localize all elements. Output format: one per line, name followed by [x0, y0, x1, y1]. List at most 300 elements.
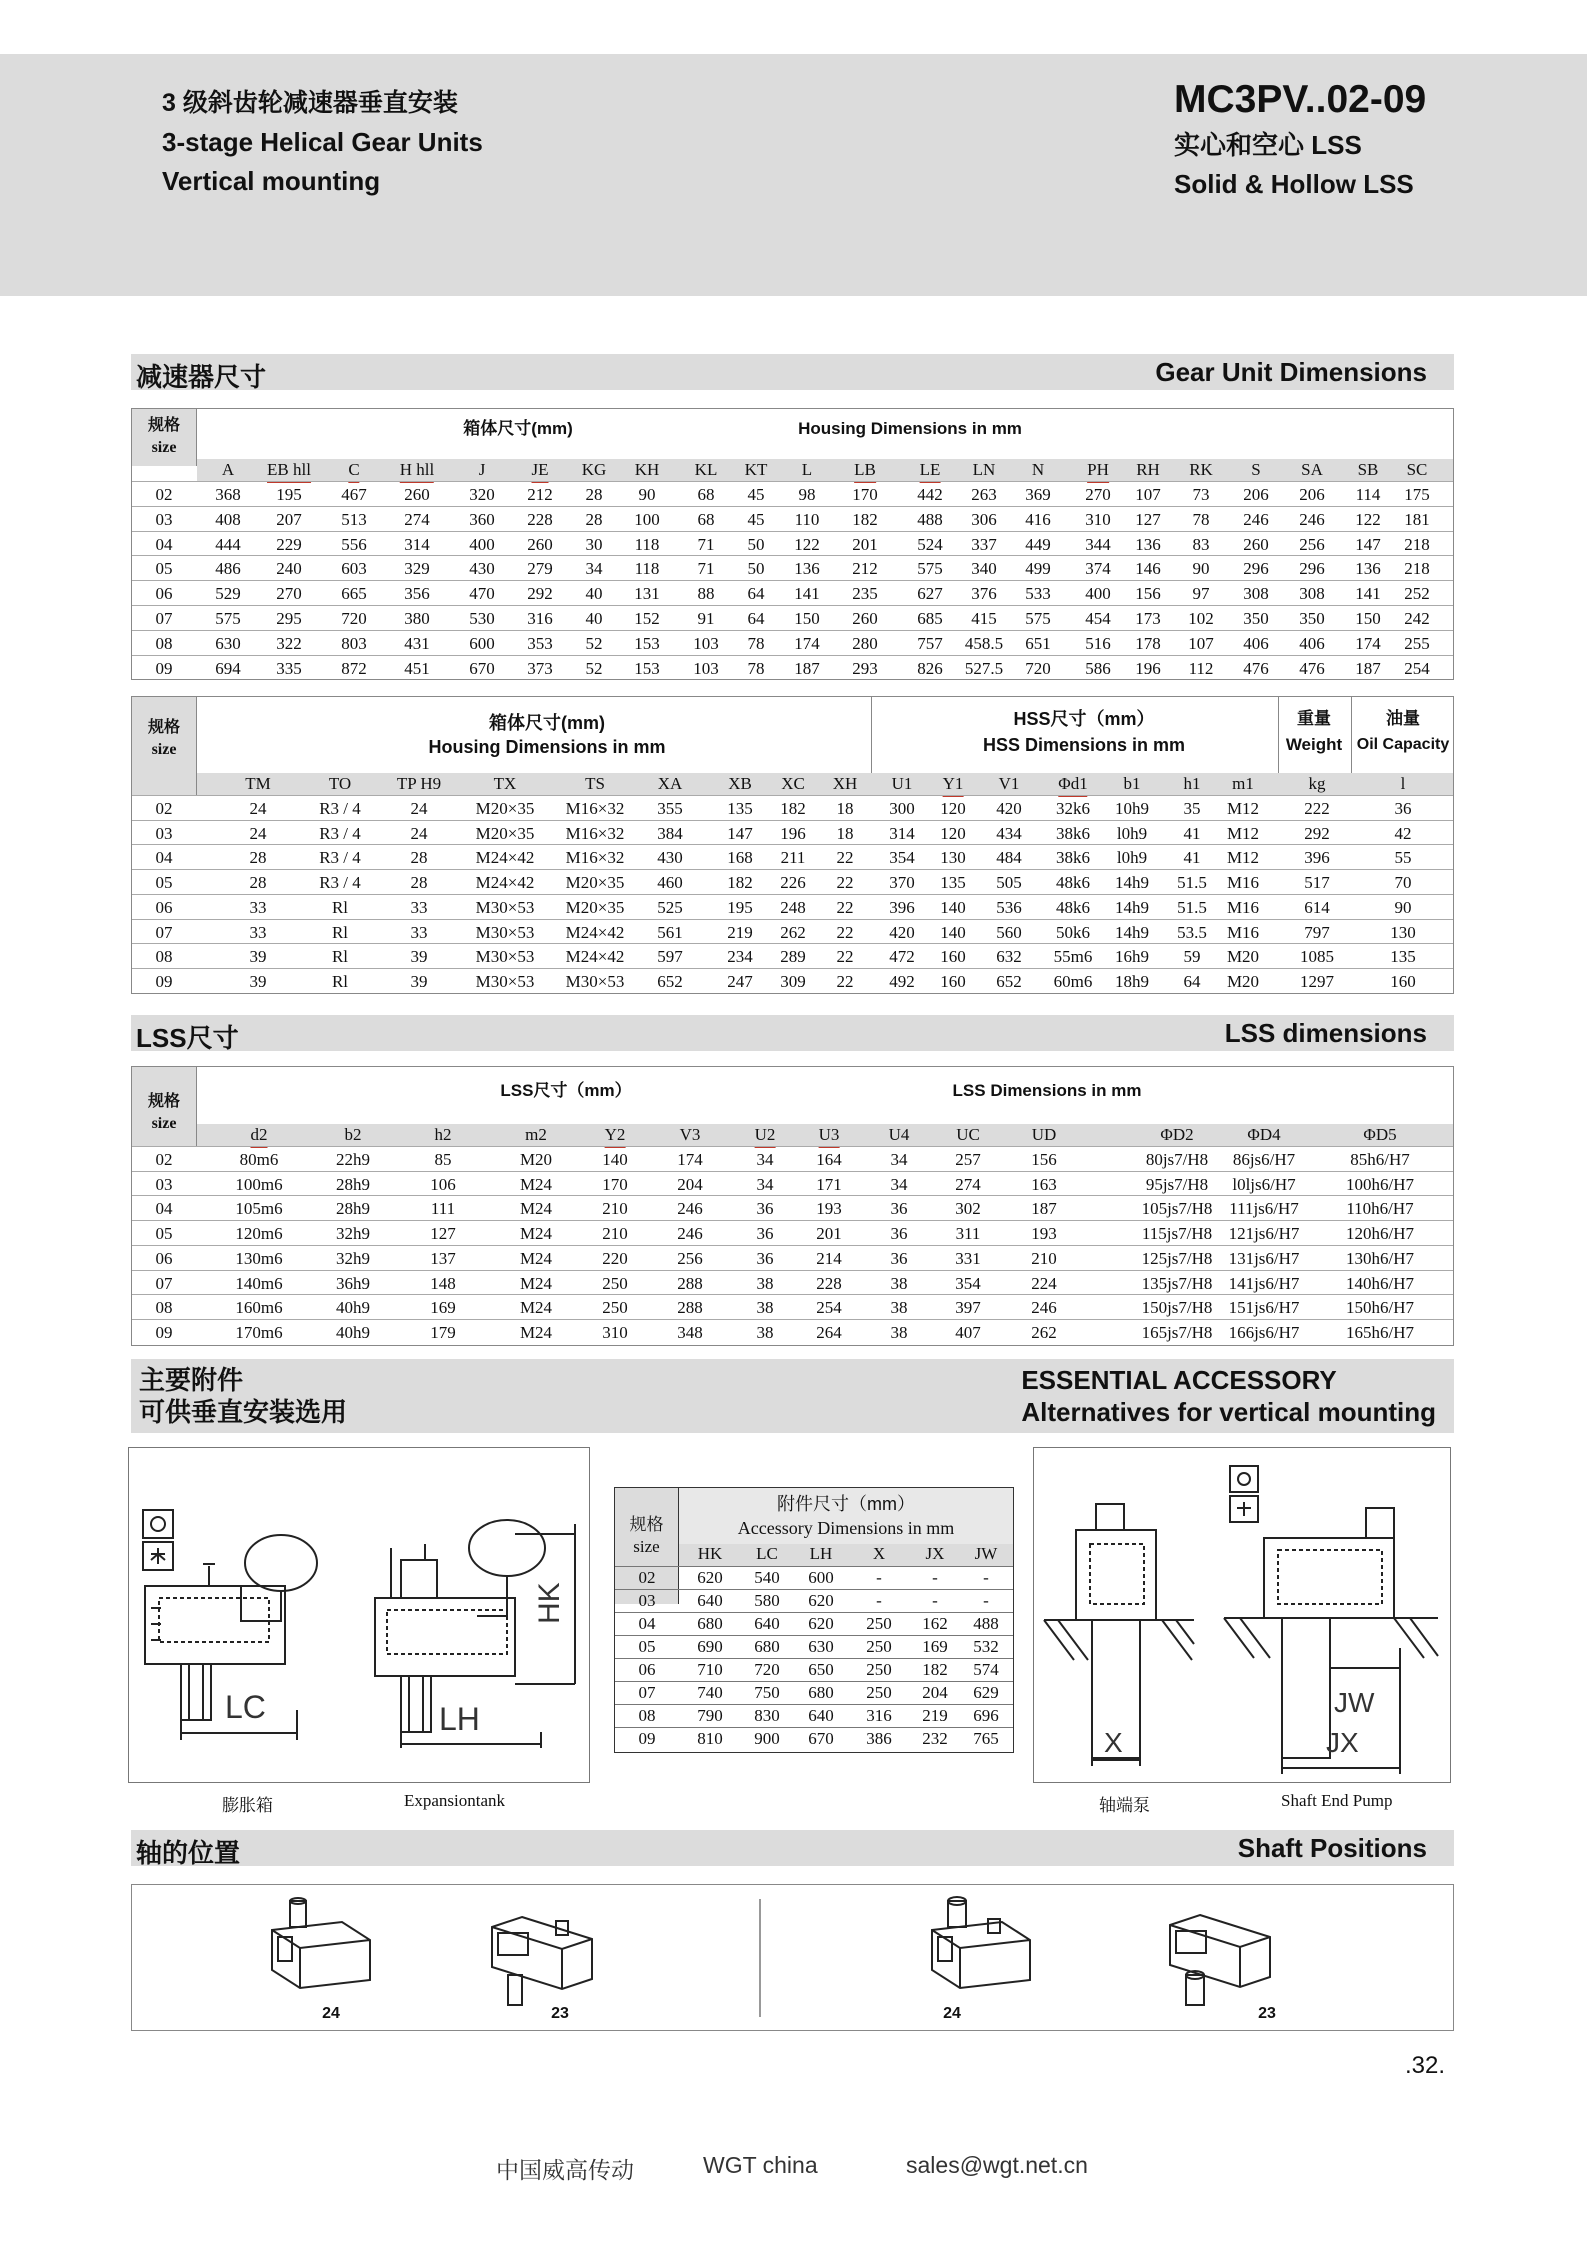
- table-cell: 354: [889, 848, 915, 868]
- table-row: [132, 555, 1453, 580]
- table-cell: M20×35: [475, 799, 535, 818]
- column-header: UC: [956, 1125, 980, 1144]
- table-cell: 665: [341, 584, 367, 604]
- table-cell: 130: [1390, 922, 1416, 942]
- table-cell: 260: [852, 609, 878, 628]
- table-row: [132, 1319, 1453, 1344]
- table-cell: 36: [890, 1248, 908, 1268]
- table-cell: 306: [971, 509, 997, 529]
- table-cell: 78: [747, 658, 765, 678]
- table-cell: 264: [816, 1322, 842, 1342]
- table-cell: 28: [249, 873, 267, 893]
- table-cell: 430: [657, 848, 683, 868]
- t2-group1-cn: 箱体尺寸(mm): [489, 713, 605, 733]
- table-cell: 396: [889, 897, 915, 917]
- table-cell: 120m6: [235, 1224, 283, 1244]
- table-cell: 22: [836, 947, 854, 967]
- footer-company-en: WGT china: [703, 2152, 818, 2178]
- table-cell: 250: [866, 1637, 892, 1656]
- section-gear-en: Gear Unit Dimensions: [1155, 357, 1427, 387]
- column-header: LC: [756, 1544, 778, 1563]
- acc-size-en: size: [633, 1537, 660, 1556]
- table-cell: 28: [410, 873, 428, 893]
- table-cell: 88: [697, 584, 715, 604]
- table-cell: 38: [890, 1273, 908, 1293]
- size-cell: 08: [638, 1706, 656, 1725]
- table-cell: 289: [780, 947, 806, 967]
- column-header: C: [348, 459, 359, 483]
- table-cell: 207: [276, 509, 302, 529]
- shaft-positions-box: [131, 1884, 1454, 2031]
- section-bar-accessory: [131, 1359, 1454, 1433]
- table-cell: 168: [727, 848, 753, 868]
- divider: [1351, 697, 1352, 773]
- t3-column-header: [197, 1124, 1453, 1146]
- table-cell: M24×42: [565, 947, 625, 967]
- size-cell: 03: [155, 823, 173, 843]
- table-cell: 310: [1085, 509, 1111, 529]
- weight-cn: 重量: [1297, 709, 1331, 728]
- table-cell: 210: [602, 1224, 628, 1244]
- table-cell: 50: [747, 534, 765, 554]
- table-cell: 368: [215, 485, 241, 504]
- table-cell: 55: [1394, 848, 1412, 868]
- column-header: RK: [1189, 460, 1213, 479]
- size-cell: 08: [155, 633, 173, 653]
- column-header: SA: [1301, 460, 1323, 479]
- size-cell: 03: [638, 1591, 656, 1610]
- table-cell: 146: [1135, 559, 1161, 579]
- table-cell: 1297: [1300, 971, 1334, 991]
- table-cell: 316: [866, 1706, 892, 1725]
- table-cell: 211: [780, 848, 806, 868]
- table-cell: 757: [917, 633, 943, 653]
- table-cell: 513: [341, 509, 367, 529]
- table-cell: 33: [410, 897, 428, 917]
- table-cell: 201: [816, 1224, 842, 1244]
- table-cell: 690: [697, 1637, 723, 1656]
- label-jw: JW: [1334, 1687, 1375, 1718]
- table-cell: M12: [1226, 848, 1260, 868]
- header-title-block: [162, 84, 483, 201]
- table-cell: 141js6/H7: [1228, 1273, 1300, 1293]
- size-cell: 06: [638, 1660, 656, 1679]
- table-cell: 710: [697, 1660, 723, 1679]
- table-cell: 107: [1135, 485, 1161, 504]
- table-cell: 201: [852, 534, 878, 554]
- table-cell: 28: [410, 848, 428, 868]
- table-cell: 246: [677, 1199, 703, 1219]
- table-cell: 400: [1085, 584, 1111, 604]
- table-cell: 260: [1243, 534, 1269, 554]
- table-row: [132, 1294, 1453, 1319]
- table-cell: 38k6: [1056, 823, 1090, 843]
- footer-email[interactable]: sales@wgt.net.cn: [906, 2152, 1088, 2178]
- table-cell: 472: [889, 947, 915, 967]
- table-cell: 78: [1192, 509, 1210, 529]
- table-cell: M24: [519, 1298, 553, 1318]
- table-cell: 532: [973, 1637, 999, 1656]
- column-header: TS: [585, 774, 605, 793]
- column-header: Y1: [943, 773, 964, 797]
- table-cell: 420: [996, 799, 1022, 818]
- table-cell: 105m6: [235, 1199, 283, 1219]
- table-cell: M16: [1226, 873, 1260, 893]
- column-header: KG: [581, 460, 607, 479]
- table-cell: 228: [816, 1273, 842, 1293]
- acc-title-cn: 附件尺寸（mm）: [777, 1494, 915, 1514]
- table-cell: 470: [469, 584, 495, 604]
- acc-title: [679, 1488, 1013, 1544]
- table-cell: l0ljs6/H7: [1232, 1174, 1296, 1194]
- table-cell: 451: [404, 658, 430, 678]
- table-cell: 36: [890, 1224, 908, 1244]
- table-cell: 41: [1183, 848, 1201, 868]
- column-header: U1: [891, 774, 913, 793]
- table-cell: 179: [430, 1322, 456, 1342]
- table-cell: 70: [1394, 873, 1412, 893]
- label-lh: LH: [439, 1701, 480, 1737]
- table-cell: 444: [215, 534, 241, 554]
- table-cell: 533: [1025, 584, 1051, 604]
- table-cell: 219: [727, 922, 753, 942]
- table-row: [132, 1270, 1453, 1295]
- table-cell: 32k6: [1056, 799, 1090, 818]
- table-cell: 156: [1031, 1150, 1057, 1169]
- table-cell: 182: [922, 1660, 948, 1679]
- column-header: V3: [679, 1125, 701, 1144]
- table-cell: 174: [677, 1150, 703, 1169]
- table-cell: M30×53: [475, 947, 535, 967]
- table-cell: 228: [527, 509, 553, 529]
- table-cell: 80m6: [239, 1150, 279, 1169]
- table-cell: 120: [940, 799, 966, 818]
- column-header: J: [478, 460, 486, 479]
- table-cell: 524: [917, 534, 943, 554]
- table-cell: 527.5: [964, 658, 1004, 678]
- table-cell: 36: [756, 1248, 774, 1268]
- size-cell: 02: [155, 799, 173, 818]
- size-cell: 04: [638, 1614, 656, 1633]
- section-bar-gear: [131, 354, 1454, 390]
- header-model-block: [1174, 74, 1426, 204]
- table-cell: 280: [852, 633, 878, 653]
- size-cell: 02: [155, 1150, 173, 1169]
- size-label-cell: [132, 409, 197, 466]
- table-cell: 22h9: [336, 1150, 370, 1169]
- t2-group2-cn: HSS尺寸（mm）: [1013, 709, 1155, 729]
- label-x: X: [1104, 1727, 1123, 1758]
- table-cell: 160: [940, 947, 966, 967]
- table-cell: 18h9: [1115, 971, 1149, 991]
- table-cell: 222: [1304, 799, 1330, 818]
- weight-en: Weight: [1285, 735, 1343, 754]
- table-cell: 340: [971, 559, 997, 579]
- table-cell: 614: [1304, 897, 1330, 917]
- table-cell: 309: [780, 971, 806, 991]
- table-cell: 234: [727, 947, 753, 967]
- table-cell: 374: [1085, 559, 1111, 579]
- table-cell: 39: [249, 947, 267, 967]
- table-cell: 295: [276, 609, 302, 628]
- table-cell: 148: [430, 1273, 456, 1293]
- table-cell: R3 / 4: [319, 823, 361, 843]
- table-cell: 803: [341, 633, 367, 653]
- table-row: [132, 968, 1453, 993]
- acc-en-2: Alternatives for vertical mounting: [1021, 1397, 1436, 1427]
- table-cell: Rl: [331, 922, 349, 942]
- table-cell: 360: [469, 509, 495, 529]
- column-header: U2: [755, 1124, 776, 1148]
- table-cell: 449: [1025, 534, 1051, 554]
- table-cell: 353: [527, 633, 553, 653]
- table-cell: 38: [890, 1298, 908, 1318]
- column-header: ΦD4: [1247, 1125, 1281, 1144]
- table-cell: 218: [1404, 534, 1430, 554]
- table-cell: 18: [836, 823, 854, 843]
- table-cell: 102: [1188, 609, 1214, 628]
- table-cell: 224: [1031, 1273, 1057, 1293]
- table-cell: 40: [585, 584, 603, 604]
- table-cell: 175: [1404, 485, 1430, 504]
- table-cell: 204: [922, 1683, 948, 1702]
- table-cell: M24×42: [475, 873, 535, 893]
- table-cell: 150: [1355, 609, 1381, 628]
- table-cell: 476: [1299, 658, 1325, 678]
- page-number: .32.: [1405, 2052, 1446, 2079]
- divider: [1278, 697, 1279, 773]
- table-row: [132, 1245, 1453, 1270]
- table-cell: 36h9: [336, 1273, 370, 1293]
- table-cell: 85: [434, 1150, 452, 1169]
- column-header: b1: [1123, 774, 1141, 793]
- section-bar-shaft: [131, 1830, 1454, 1866]
- column-header: h1: [1183, 774, 1201, 793]
- table-cell: 136: [1135, 534, 1161, 554]
- table-cell: M16: [1226, 897, 1260, 917]
- table-cell: 90: [1192, 559, 1210, 579]
- table-cell: 627: [917, 584, 943, 604]
- table-cell: 187: [794, 658, 820, 678]
- table-cell: 499: [1025, 559, 1051, 579]
- table-cell: M24: [519, 1322, 553, 1342]
- table-cell: 620: [808, 1614, 834, 1633]
- table-cell: 420: [889, 922, 915, 942]
- table-cell: 136: [1355, 559, 1381, 579]
- table-cell: M12: [1226, 823, 1260, 843]
- size-cell: 07: [155, 609, 173, 628]
- table-cell: 50: [747, 559, 765, 579]
- table-cell: 248: [780, 897, 806, 917]
- table-cell: 790: [697, 1706, 723, 1725]
- column-header: SB: [1357, 460, 1379, 479]
- table-row: [132, 844, 1453, 869]
- table-cell: 640: [808, 1706, 834, 1725]
- size-cell: 06: [155, 1248, 173, 1268]
- table-cell: 826: [917, 658, 943, 678]
- table-cell: M30×53: [475, 922, 535, 942]
- size-label-en-3: size: [151, 1115, 177, 1132]
- table-cell: 406: [1243, 633, 1269, 653]
- table-row: [132, 605, 1453, 630]
- table-cell: 560: [996, 922, 1022, 942]
- table-cell: 91: [697, 609, 715, 628]
- table-cell: 41: [1183, 823, 1201, 843]
- table-cell: 170m6: [235, 1322, 283, 1342]
- table-cell: 39: [410, 971, 428, 991]
- table-cell: l0h9: [1116, 823, 1148, 843]
- table-cell: 16h9: [1115, 947, 1149, 967]
- table-cell: 872: [341, 658, 367, 678]
- table-cell: 174: [794, 633, 820, 653]
- table-cell: 650: [808, 1660, 834, 1679]
- table-cell: 151js6/H7: [1228, 1298, 1300, 1318]
- column-header: ΦD2: [1160, 1125, 1194, 1144]
- expansion-tank-drawing: [128, 1447, 590, 1783]
- shaft-position-label: 23: [1258, 2005, 1276, 2022]
- acc-size-cn: 规格: [629, 1515, 664, 1534]
- t1-group-cn: 箱体尺寸(mm): [463, 419, 573, 438]
- table-row: [132, 1220, 1453, 1245]
- size-cell: 04: [155, 848, 173, 868]
- table-cell: R3 / 4: [319, 799, 361, 818]
- column-header: JX: [925, 1544, 945, 1563]
- table-cell: M24: [519, 1273, 553, 1293]
- table-cell: 460: [657, 873, 683, 893]
- table-cell: -: [876, 1591, 882, 1610]
- column-header: Φd1: [1058, 773, 1087, 797]
- table-cell: 219: [922, 1706, 948, 1725]
- table-cell: 48k6: [1056, 897, 1090, 917]
- column-header: HK: [697, 1544, 723, 1563]
- table-cell: 279: [527, 559, 553, 579]
- subtitle-cn: 实心和空心 LSS: [1174, 130, 1362, 160]
- table-cell: 530: [469, 609, 495, 628]
- table-cell: 255: [1404, 633, 1430, 653]
- column-header: KT: [744, 460, 768, 479]
- size-cell: 05: [638, 1637, 656, 1656]
- table-cell: 106: [430, 1174, 456, 1194]
- column-header: h2: [434, 1125, 452, 1144]
- size-cell: 05: [155, 873, 173, 893]
- table-cell: 36: [756, 1224, 774, 1244]
- table-cell: 293: [852, 658, 878, 678]
- expansion-tank-illustration: [129, 1448, 589, 1782]
- table-cell: 376: [971, 584, 997, 604]
- table-cell: 100: [634, 509, 660, 529]
- table-cell: 160: [940, 971, 966, 991]
- table-cell: 250: [866, 1660, 892, 1679]
- table-cell: -: [932, 1568, 938, 1587]
- table-cell: 620: [808, 1591, 834, 1610]
- model-number: MC3PV..02-09: [1174, 78, 1427, 121]
- table-cell: 288: [677, 1273, 703, 1293]
- table-cell: 136: [794, 559, 820, 579]
- column-header: kg: [1308, 774, 1326, 793]
- size-cell: 09: [638, 1729, 656, 1748]
- table-cell: 78: [747, 633, 765, 653]
- table-cell: Rl: [331, 947, 349, 967]
- table-cell: 14h9: [1115, 922, 1149, 942]
- table-cell: Rl: [331, 971, 349, 991]
- table-cell: 260: [527, 534, 553, 554]
- section-lss-en: LSS dimensions: [1224, 1018, 1427, 1048]
- label-lc: LC: [225, 1689, 266, 1725]
- table-cell: 292: [1304, 823, 1330, 843]
- table-cell: 516: [1085, 633, 1111, 653]
- table-cell: 100m6: [235, 1174, 283, 1194]
- table-cell: 33: [410, 922, 428, 942]
- size-cell: 02: [155, 485, 173, 504]
- table-cell: M24: [519, 1174, 553, 1194]
- size-cell: 09: [155, 1322, 173, 1342]
- table-cell: 597: [657, 947, 683, 967]
- table-cell: 28: [585, 509, 603, 529]
- table-cell: 150js7/H8: [1141, 1298, 1213, 1318]
- size-cell: 09: [155, 658, 173, 678]
- table-row: [132, 1146, 1453, 1171]
- table-cell: M12: [1226, 799, 1260, 818]
- column-header: m1: [1232, 774, 1254, 793]
- table-row: [132, 506, 1453, 531]
- table-cell: 256: [1299, 534, 1325, 554]
- table-cell: 505: [996, 873, 1022, 893]
- table-row: [132, 1171, 1453, 1196]
- table-cell: 22: [836, 971, 854, 991]
- column-header: TP H9: [396, 774, 442, 793]
- table-cell: 30: [585, 534, 603, 554]
- table-cell: 354: [955, 1273, 981, 1293]
- table-cell: 454: [1085, 609, 1111, 628]
- table-cell: 135: [1390, 947, 1416, 967]
- table-cell: 210: [602, 1199, 628, 1219]
- table-cell: 694: [215, 658, 241, 678]
- table-row: [615, 1635, 1013, 1657]
- table-cell: 14h9: [1115, 873, 1149, 893]
- size-label-en: size: [151, 439, 177, 456]
- table-cell: 355: [657, 799, 683, 818]
- table-cell: 38: [890, 1322, 908, 1342]
- column-header: X: [872, 1544, 886, 1563]
- column-header: LH: [809, 1544, 833, 1563]
- table-cell: 246: [677, 1224, 703, 1244]
- t2-group1-en: Housing Dimensions in mm: [428, 737, 666, 757]
- column-header: UD: [1031, 1125, 1057, 1144]
- table-cell: 397: [955, 1298, 981, 1318]
- caption-pump-cn: 轴端泵: [1099, 1796, 1150, 1815]
- table-cell: 40h9: [336, 1322, 370, 1342]
- table-cell: 39: [249, 971, 267, 991]
- table-cell: 130: [940, 848, 966, 868]
- table-cell: 620: [697, 1568, 723, 1587]
- table-cell: 141: [794, 584, 820, 604]
- size-cell: 08: [155, 1298, 173, 1318]
- table-cell: 373: [527, 658, 553, 678]
- table-cell: 193: [816, 1199, 842, 1219]
- table-cell: 492: [889, 971, 915, 991]
- table-cell: 246: [1299, 509, 1325, 529]
- table-cell: 195: [276, 485, 302, 504]
- table-cell: 652: [657, 971, 683, 991]
- table-cell: 45: [747, 485, 765, 504]
- column-header: U4: [888, 1125, 910, 1144]
- table-cell: 242: [1404, 609, 1430, 628]
- table-cell: M16: [1226, 922, 1260, 942]
- table-cell: 632: [996, 947, 1022, 967]
- t3-group-en: LSS Dimensions in mm: [952, 1081, 1142, 1100]
- table-cell: 740: [697, 1683, 723, 1702]
- column-header: Y2: [605, 1124, 626, 1148]
